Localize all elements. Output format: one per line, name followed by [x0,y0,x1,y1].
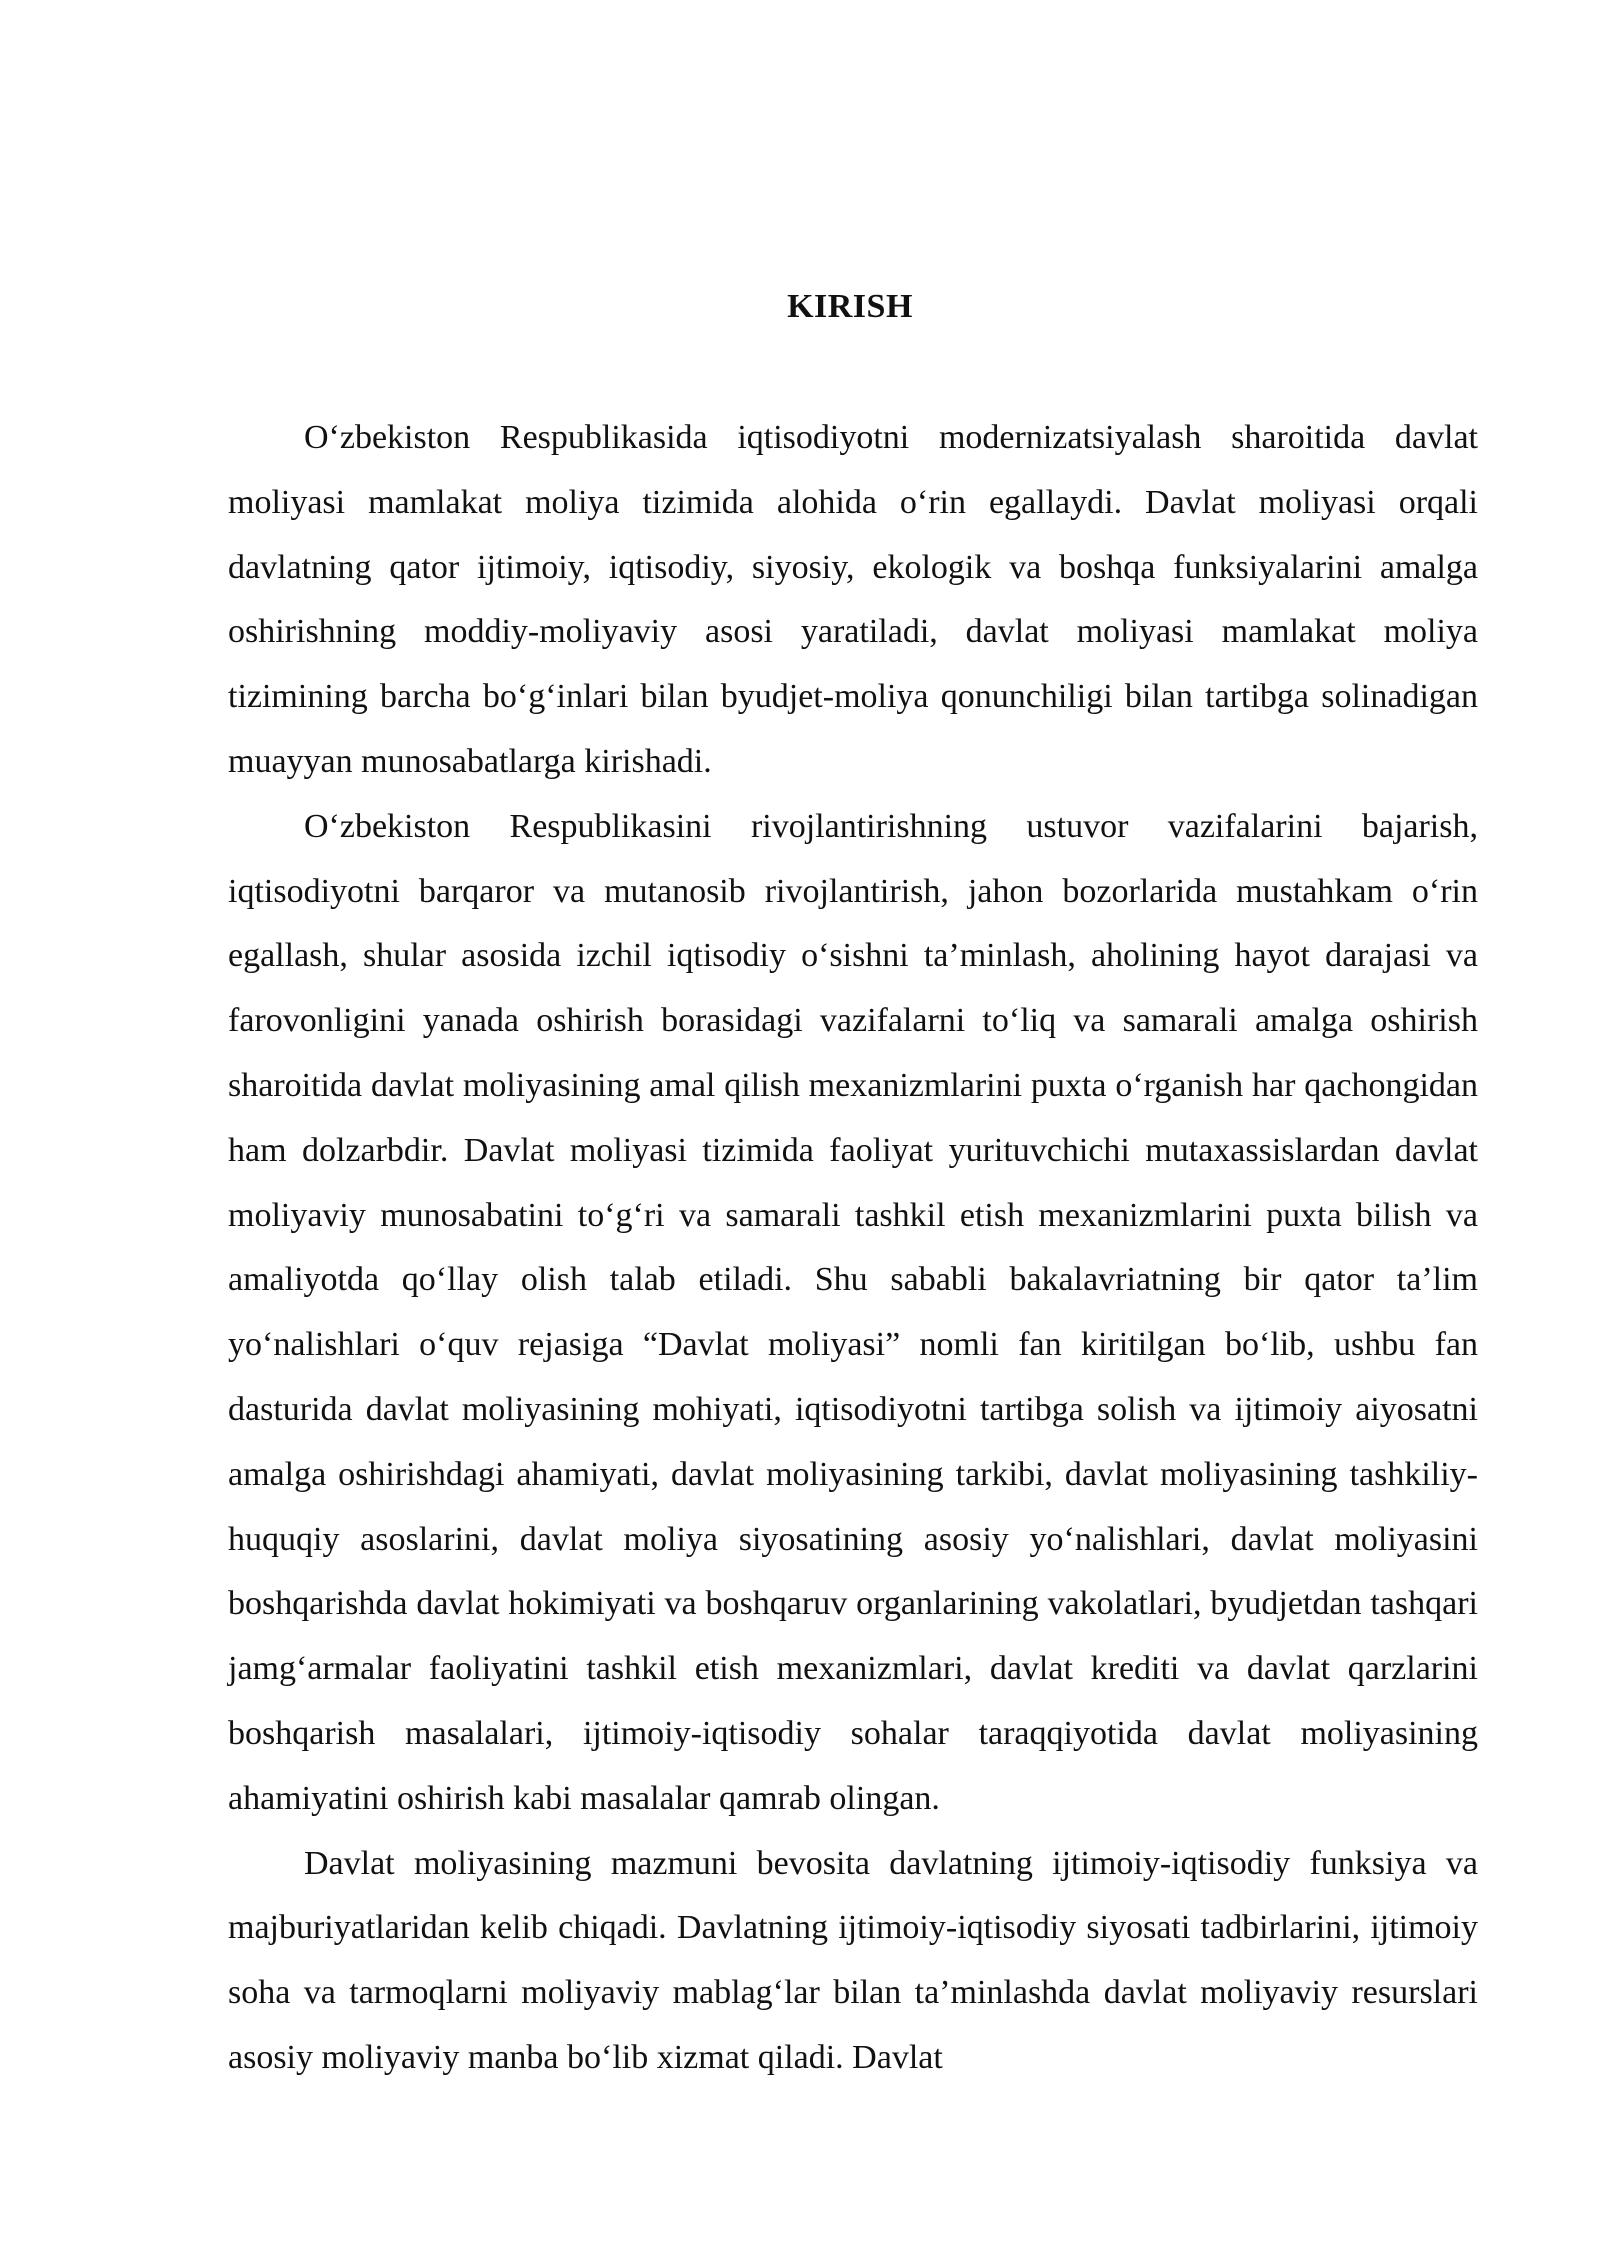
paragraph-3: Davlat moliyasining mazmuni bevosita davlatning ijtimoiy-iqtisodiy funksiya va majburiyatlaridan kelib chiqadi. Davlatning ijtimoiy-iqtisodiy siyosati tadbirlarini, ijtimoiy soha va tarmoqlarni moliyaviy mablag‘lar bilan ta’minlashda davlat moliyaviy resurslari asosiy moliyaviy manba bo‘lib xizmat qiladi. Davlat [228,1844,1478,2076]
page-title: KIRISH [787,288,913,325]
paragraph-1: O‘zbekiston Respublikasida iqtisodiyotni modernizatsiyalash sharoitida davlat moliyasi mamlakat moliya tizimida alohida o‘rin egallaydi. Davlat moliyasi orqali davlatning qator ijtimoiy, iqtisodiy, siyosiy, ekologik va boshqa funksiyalarini amalga oshirishning moddiy-moliyaviy asosi yaratiladi, davlat moliyasi mamlakat moliya tizimining barcha bo‘g‘inlari bilan byudjet-moliya qonunchiligi bilan tartibga solinadigan muayyan munosabatlarga kirishadi. [228,419,1478,780]
document-body [228,406,1478,2091]
paragraph-2: O‘zbekiston Respublikasini rivojlantirishning ustuvor vazifalarini bajarish, iqtisodiyotni barqaror va mutanosib rivojlantirish, jahon bozorlarida mustahkam o‘rin egallash, shular asosida izchil iqtisodiy o‘sishni ta’minlash, aholining hayot darajasi va farovonligini yanada oshirish borasidagi vazifalarni to‘liq va samarali amalga oshirish sharoitida davlat moliyasining amal qilish mexanizmlarini puxta o‘rganish har qachongidan ham dolzarbdir. Davlat moliyasi tizimida faoliyat yurituvchichi mutaxassislardan davlat moliyaviy munosabatini to‘g‘ri va samarali tashkil etish mexanizmlarini puxta bilish va amaliyotda qo‘llay olish talab etiladi. Shu sababli bakalavriatning bir qator ta’lim yo‘nalishlari o‘quv rejasiga “Davlat moliyasi” nomli fan kiritilgan bo‘lib, ushbu fan dasturida davlat moliyasining mohiyati, iqtisodiyotni tartibga solish va ijtimoiy aiyosatni amalga oshirishdagi ahamiyati, davlat moliyasining tarkibi, davlat moliyasining tashkiliy-huquqiy asoslarini, davlat moliya siyosatining asosiy yo‘nalishlari, davlat moliyasini boshqarishda davlat hokimiyati va boshqaruv organlarining vakolatlari, byudjetdan tashqari jamg‘armalar faoliyatini tashkil etish mexanizmlari, davlat krediti va davlat qarzlarini boshqarish masalalari, ijtimoiy-iqtisodiy sohalar taraqqiyotida davlat moliyasining ahamiyatini oshirish kabi masalalar qamrab olingan. [228,807,1478,1817]
